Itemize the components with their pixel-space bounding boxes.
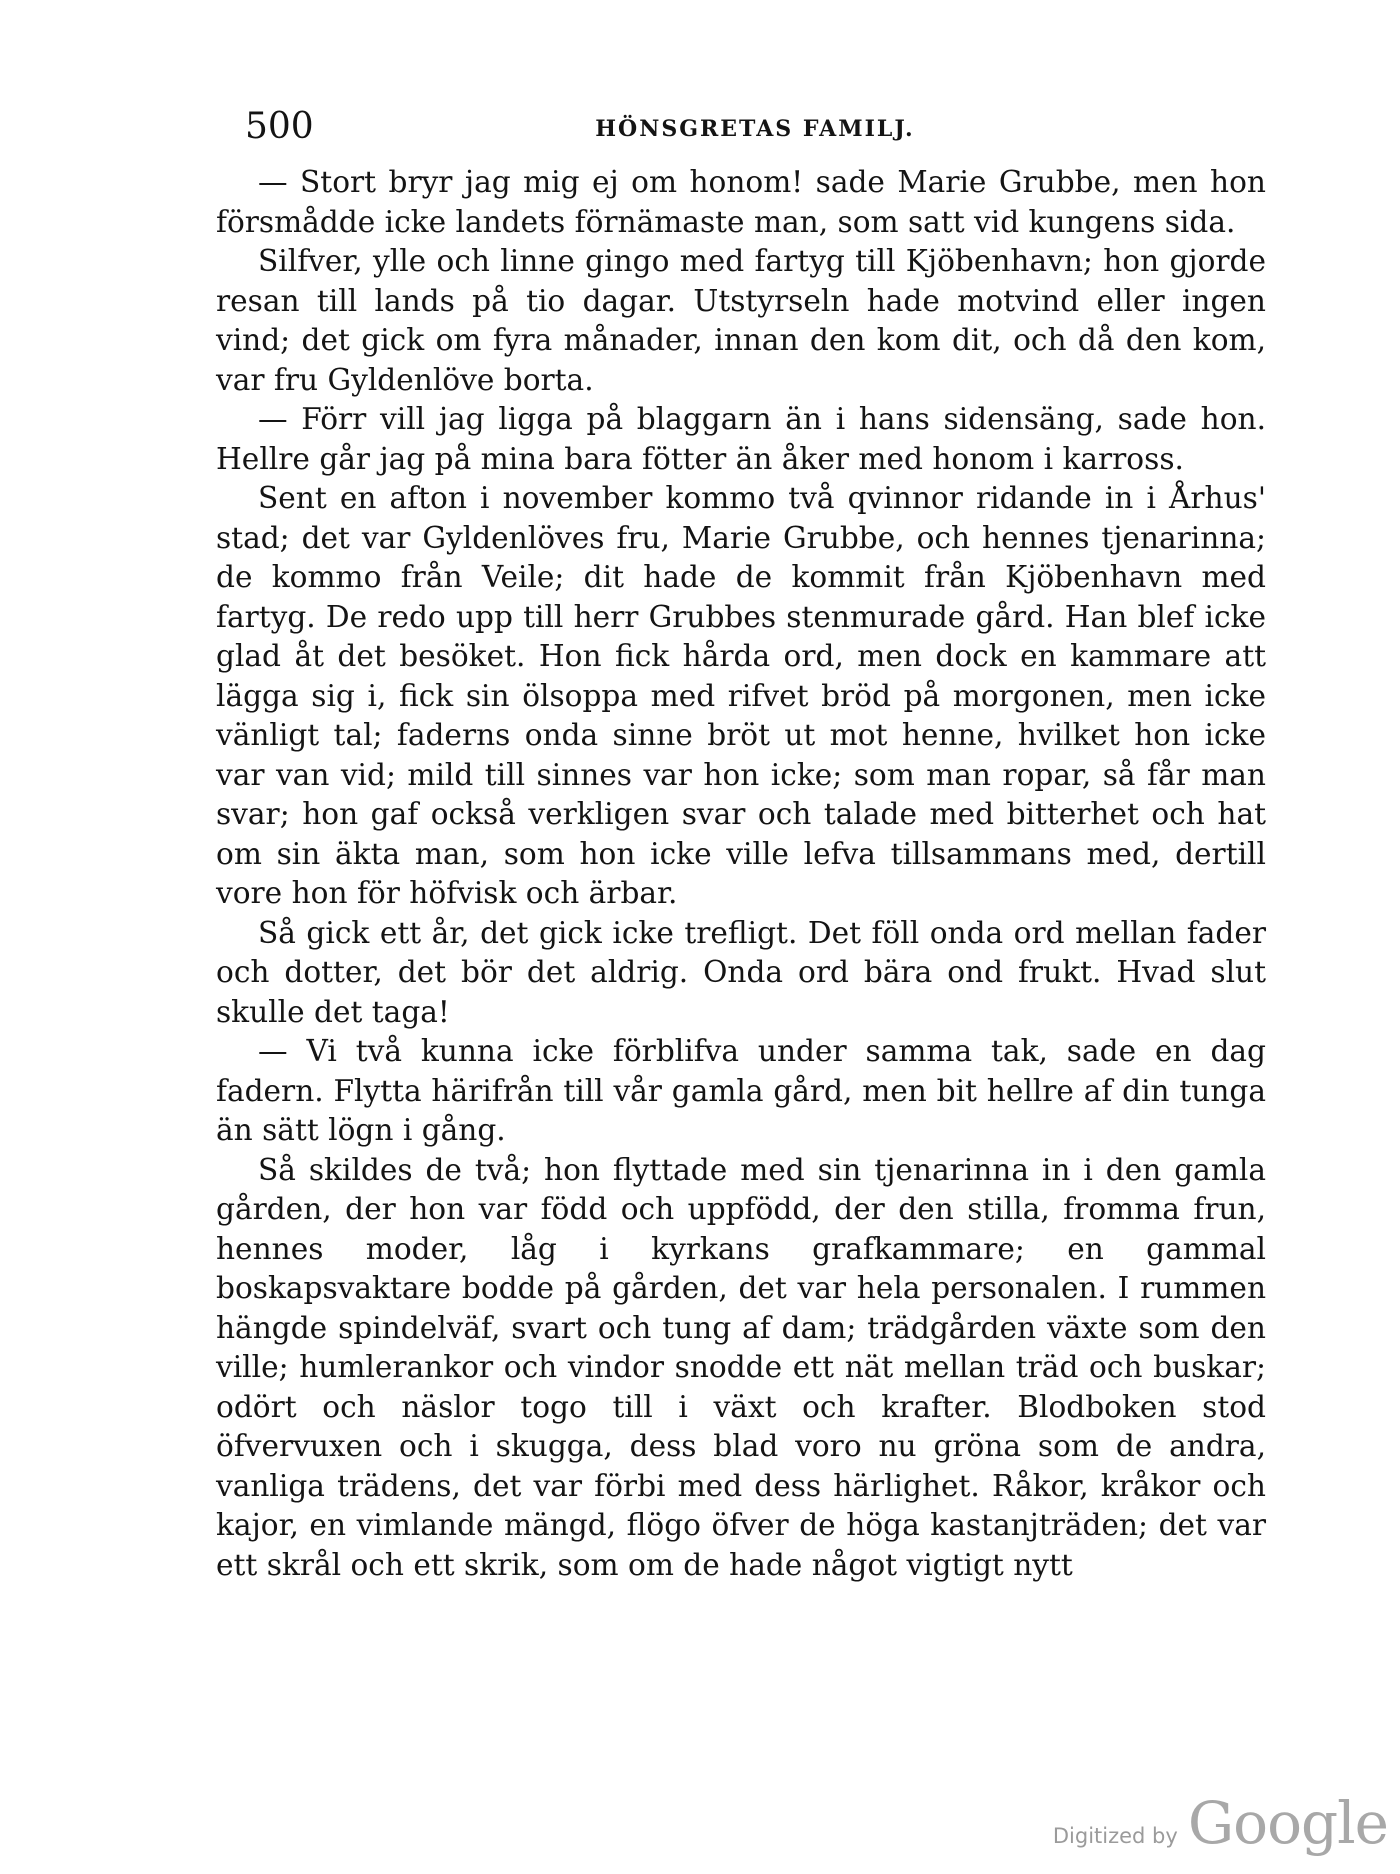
- google-logo: Google: [1187, 1789, 1388, 1857]
- watermark-prefix: Digitized by: [1052, 1824, 1178, 1848]
- page-number: 500: [245, 106, 314, 147]
- paragraph: Sent en afton i november kommo två qvinnor ridande in i Århus' stad; det var Gyldenlöves fru, Marie Grubbe, och hennes tjenarinna; de kommo från Veile; dit hade de kommit från Kjöbenhavn med fartyg. De redo upp till herr Grubbes stenmurade gård. Han blef icke glad åt det besöket. Hon fick hårda ord, men dock en kammare att lägga sig i, fick sin ölsoppa med rifvet bröd på morgonen, men icke vänligt tal; faderns onda sinne bröt ut mot henne, hvilket hon icke var van vid; mild till sinnes var hon icke; som man ropar, så får man svar; hon gaf också verkligen svar och talade med bitterhet och hat om sin äkta man, som hon icke ville lefva tillsammans med, dertill vore hon för höfvisk och ärbar.: [216, 481, 1266, 910]
- paragraph: Så gick ett år, det gick icke trefligt. Det föll onda ord mellan fader och dotter, det bör det aldrig. Onda ord bära ond frukt. Hvad slut skulle det taga!: [216, 915, 1266, 1029]
- paragraph: Silfver, ylle och linne gingo med fartyg till Kjöbenhavn; hon gjorde resan till lands på tio dagar. Utstyrseln hade motvind eller ingen vind; det gick om fyra månader, innan den kom dit, och då den kom, var fru Gyldenlöve borta.: [216, 244, 1266, 397]
- running-head: HÖNSGRETAS FAMILJ.: [595, 116, 915, 142]
- digitized-watermark: [1052, 1789, 1388, 1857]
- paragraph: — Förr vill jag ligga på blaggarn än i hans sidensäng, sade hon. Hellre går jag på mina bara fötter än åker med honom i karross.: [216, 402, 1266, 476]
- paragraph: — Stort bryr jag mig ej om honom! sade Marie Grubbe, men hon försmådde icke landets förnämaste man, som satt vid kungens sida.: [216, 165, 1266, 239]
- body-text: [216, 163, 1266, 1585]
- paragraph: Så skildes de två; hon flyttade med sin tjenarinna in i den gamla gården, der hon var född och uppfödd, der den stilla, fromma frun, hennes moder, låg i kyrkans grafkammare; en gammal boskapsvaktare bodde på gården, det var hela personalen. I rummen hängde spindelväf, svart och tung af dam; trädgården växte som den ville; humlerankor och vindor snodde ett nät mellan träd och buskar; odört och näslor togo till i växt och krafter. Blodboken stod öfvervuxen och i skugga, dess blad voro nu gröna som de andra, vanliga trädens, det var förbi med dess härlighet. Råkor, kråkor och kajor, en vimlande mängd, flögo öfver de höga kastanjträden; det var ett skrål och ett skrik, som om de hade något vigtigt nytt: [216, 1152, 1266, 1582]
- page-header: [245, 102, 1265, 152]
- paragraph: — Vi två kunna icke förblifva under samma tak, sade en dag fadern. Flytta härifrån till vår gamla gård, men bit hellre af din tunga än sätt lögn i gång.: [216, 1034, 1266, 1147]
